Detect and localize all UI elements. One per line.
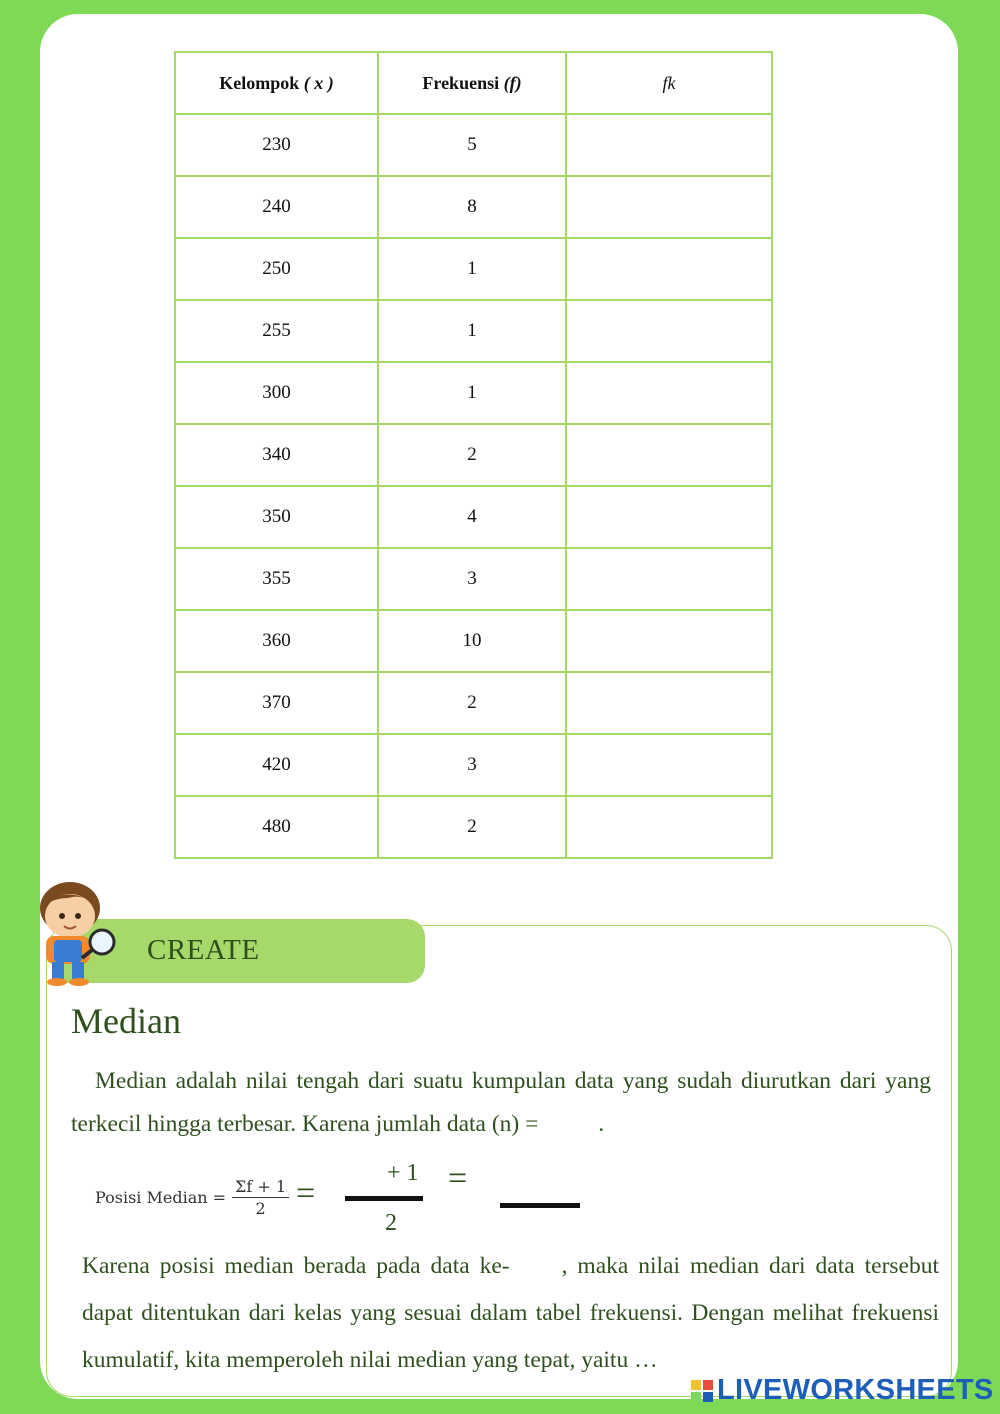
boy-magnifier-icon [24, 880, 124, 988]
cell-kelompok: 480 [175, 796, 378, 858]
plus-one-label: + 1 [387, 1160, 419, 1186]
cell-fk-input[interactable] [566, 424, 772, 486]
cell-fk-input[interactable] [566, 300, 772, 362]
cell-frekuensi: 1 [378, 362, 566, 424]
cell-fk-input[interactable] [566, 610, 772, 672]
sigma-f-input[interactable] [342, 1162, 388, 1194]
cell-frekuensi: 3 [378, 734, 566, 796]
table-row [175, 486, 772, 548]
fraction-bar [345, 1196, 423, 1201]
frequency-table [174, 51, 773, 859]
cell-frekuensi: 1 [378, 300, 566, 362]
data-position-input[interactable] [510, 1252, 562, 1280]
liveworksheets-brand [690, 1374, 994, 1407]
equals-sign: = [296, 1175, 316, 1212]
answer-line [500, 1203, 580, 1208]
formula-numerator: Σf + 1 [232, 1177, 289, 1198]
header-kelompok: Kelompok ( x ) [175, 52, 378, 114]
header-frekuensi: Frekuensi (f) [378, 52, 566, 114]
formula-fraction [232, 1177, 289, 1218]
liveworksheets-logo-icon [690, 1379, 714, 1403]
cell-kelompok: 300 [175, 362, 378, 424]
cell-kelompok: 230 [175, 114, 378, 176]
table-row [175, 362, 772, 424]
cell-kelompok: 250 [175, 238, 378, 300]
table-row [175, 300, 772, 362]
formula-label: Posisi Median = [95, 1188, 227, 1207]
jumlah-data-input[interactable] [544, 1110, 598, 1138]
create-label: CREATE [147, 934, 260, 966]
cell-frekuensi: 2 [378, 672, 566, 734]
cell-fk-input[interactable] [566, 486, 772, 548]
cell-kelompok: 340 [175, 424, 378, 486]
cell-kelompok: 240 [175, 176, 378, 238]
table-row [175, 176, 772, 238]
cell-kelompok: 255 [175, 300, 378, 362]
table-row [175, 610, 772, 672]
cell-fk-input[interactable] [566, 796, 772, 858]
cell-frekuensi: 1 [378, 238, 566, 300]
median-position-input[interactable] [500, 1168, 584, 1202]
cell-fk-input[interactable] [566, 362, 772, 424]
cell-frekuensi: 8 [378, 176, 566, 238]
cell-frekuensi: 2 [378, 424, 566, 486]
cell-kelompok: 355 [175, 548, 378, 610]
table-row [175, 238, 772, 300]
cell-fk-input[interactable] [566, 734, 772, 796]
brand-name: LIVEWORKSHEETS [717, 1374, 994, 1406]
median-position-formula [95, 1177, 289, 1218]
cell-kelompok: 370 [175, 672, 378, 734]
cell-kelompok: 350 [175, 486, 378, 548]
median-definition-paragraph [71, 1060, 931, 1146]
cell-kelompok: 360 [175, 610, 378, 672]
cell-fk-input[interactable] [566, 114, 772, 176]
cell-fk-input[interactable] [566, 672, 772, 734]
cell-fk-input[interactable] [566, 176, 772, 238]
cell-frekuensi: 3 [378, 548, 566, 610]
conclusion-text-before: Karena posisi median berada pada data ke- [82, 1253, 510, 1279]
cell-frekuensi: 10 [378, 610, 566, 672]
header-fk: fk [566, 52, 772, 114]
median-title: Median [71, 1001, 181, 1041]
cell-fk-input[interactable] [566, 238, 772, 300]
definition-text: Median adalah nilai tengah dari suatu kumpulan data yang sudah diurutkan dari yang terkecil hingga terbesar. Karena jumlah data (n) = [71, 1068, 931, 1137]
table-header-row [175, 52, 772, 114]
cell-kelompok: 420 [175, 734, 378, 796]
conclusion-text-after: , maka nilai median dari data tersebut dapat ditentukan dari kelas yang sesuai dalam tabel frekuensi. Dengan melihat frekuensi kumulatif, kita memperoleh nilai median yang tepat, yaitu … [82, 1253, 939, 1373]
table-row [175, 734, 772, 796]
equals-sign-2: = [448, 1160, 468, 1197]
definition-period: . [598, 1111, 605, 1137]
divisor-label: 2 [385, 1210, 397, 1236]
cell-frekuensi: 2 [378, 796, 566, 858]
table-row [175, 548, 772, 610]
table-row [175, 796, 772, 858]
formula-denominator: 2 [255, 1199, 266, 1218]
cell-frekuensi: 4 [378, 486, 566, 548]
table-row [175, 114, 772, 176]
table-row [175, 672, 772, 734]
cell-frekuensi: 5 [378, 114, 566, 176]
cell-fk-input[interactable] [566, 548, 772, 610]
table-row [175, 424, 772, 486]
median-conclusion-paragraph [82, 1243, 939, 1384]
